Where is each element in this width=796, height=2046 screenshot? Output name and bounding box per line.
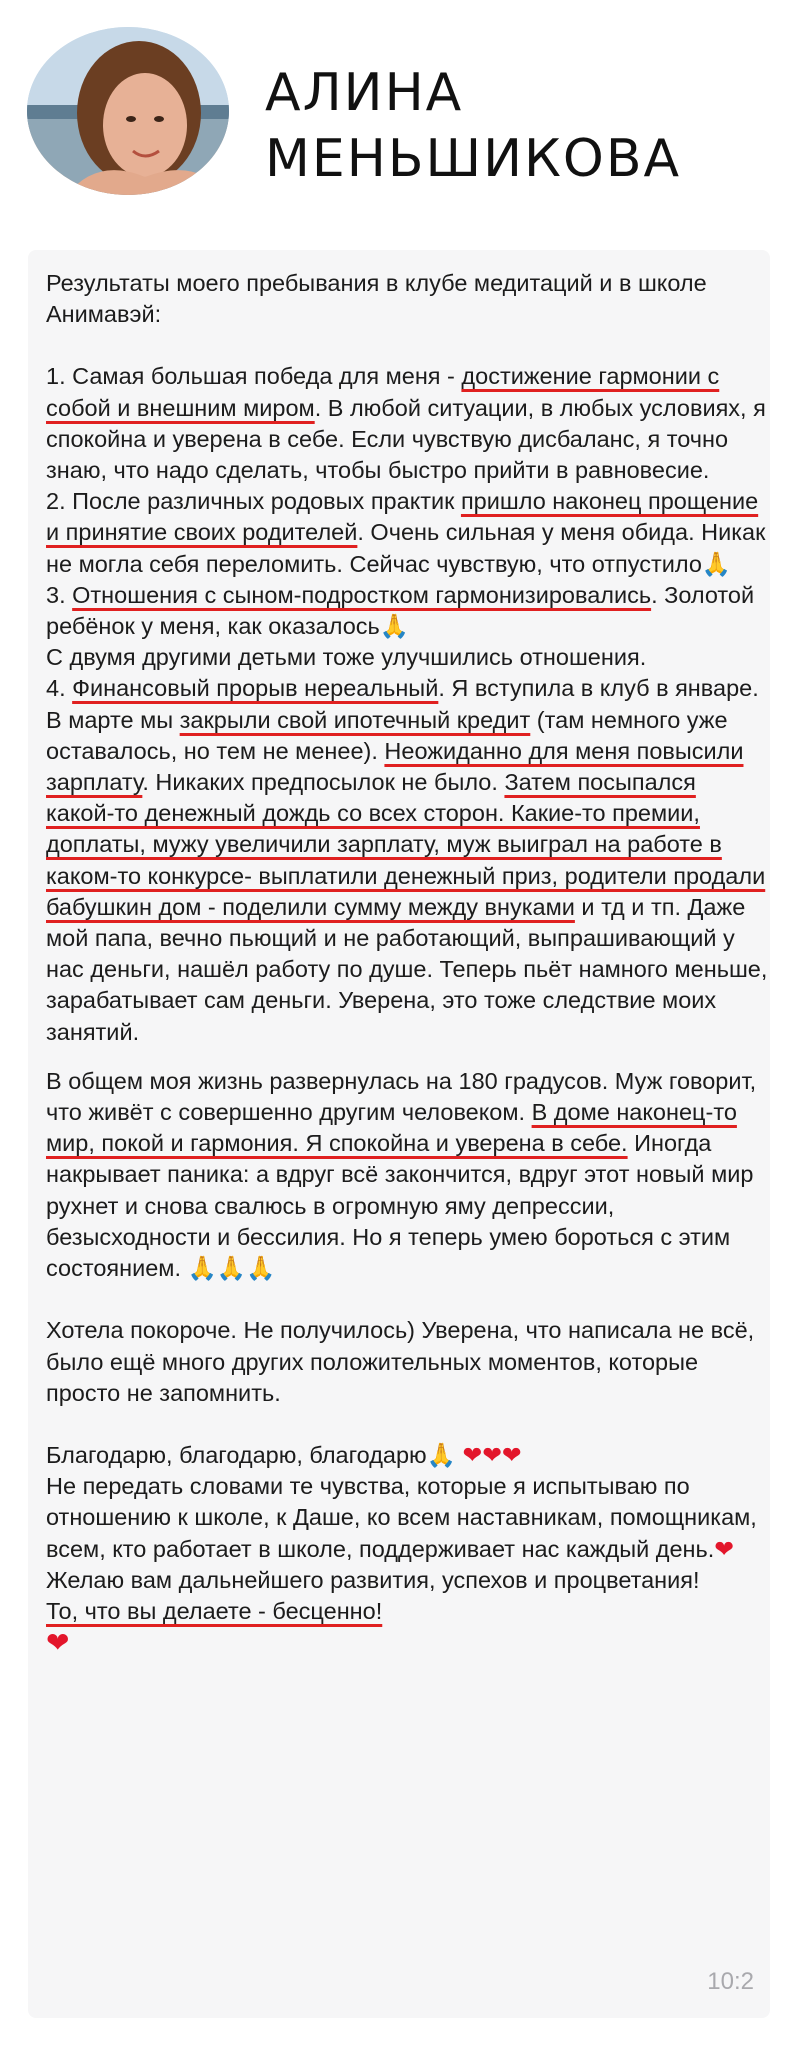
paragraph-summary: В общем моя жизнь развернулась на 180 градусов. Муж говорит, что живёт с совершенно другим человеком. В доме наконец-то мир, покой и гармония. Я спокойна и уверена в себе. Иногда накрывает паника: а вдруг всё закончится, вдруг этот новый мир рухнет и снова свалюсь в огромную яму депрессии, безысходности и бессилия. Но я теперь умею бороться с этим состоянием. 🙏🙏🙏 <box>46 1067 757 1283</box>
avatar-photo <box>27 27 229 195</box>
highlight: пришло наконец прощение и принятие своих родителей <box>46 488 759 546</box>
heart-icon: ❤ <box>501 1440 522 1469</box>
intro-text: Результаты моего пребывания в клубе медитаций и в школе Анимавэй: <box>46 270 707 328</box>
point-3-extra: С двумя другими детьми тоже улучшились отношения. <box>46 644 647 671</box>
highlight: В доме наконец-то мир, покой и гармония. Я спокойна и уверена в себе. <box>46 1099 737 1157</box>
message-text <box>46 268 768 1660</box>
heart-icon: ❤ <box>482 1440 502 1469</box>
heart-icon: ❤ <box>714 1534 734 1563</box>
header <box>0 0 796 240</box>
pray-icon: 🙏 <box>216 1254 247 1283</box>
author-last-name: МЕНЬШИКОВА <box>265 129 682 189</box>
pray-icon: 🙏 <box>426 1440 456 1469</box>
highlight: достижение гармонии с собой и внешним миром <box>46 363 720 421</box>
avatar <box>27 27 229 195</box>
highlight: Финансовый прорыв нереальный <box>72 675 439 702</box>
pray-icon: 🙏 <box>187 1254 217 1283</box>
pray-icon: 🙏 <box>246 1254 276 1283</box>
pray-icon: 🙏 <box>379 612 410 641</box>
point-3: 3. Отношения с сыном-подростком гармонизировались. Золотой ребёнок у меня, как оказалось🙏 <box>46 581 755 641</box>
closing-heart <box>46 1627 768 1660</box>
paragraph-short: Хотела покороче. Не получилось) Уверена, что написала не всё, было ещё много других положительных моментов, которые просто не запомнить. <box>46 1317 755 1406</box>
point-2: 2. После различных родовых практик пришло наконец прощение и принятие своих родителей. Очень сильная у меня обида. Никак не могла себя переломить. Сейчас чувствую, что отпустило🙏 <box>46 488 766 578</box>
highlight: закрыли свой ипотечный кредит <box>179 706 531 733</box>
point-4: 4. Финансовый прорыв нереальный. Я вступила в клуб в январе. В марте мы закрыли свой ипотечный кредит (там немного уже оставалось, но тем не менее). Неожиданно для меня повысили зарплату. Никаких предпосылок не было. Затем посыпался какой-то денежный дождь со всех сторон. Какие-то премии, доплаты, мужу увеличили зарплату, муж выиграл на работе в каком-то конкурсе- выплатили денежный приз, родители продали бабушкин дом - поделили сумму между внуками и тд и тп. Даже мой папа, вечно пьющий и не работающий, выпрашивающий у нас деньги, нашёл работу по душе. Теперь пьёт намного меньше, зарабатывает сам деньги. Уверена, это тоже следствие моих занятий. <box>46 675 768 1045</box>
closing-text <box>46 1596 768 1627</box>
author-first-name: АЛИНА <box>265 63 464 123</box>
highlight: Затем посыпался какой-то денежный дождь со всех сторон. Какие-то премии, доплаты, мужу увеличили зарплату, муж выиграл на работе в каком-то конкурсе- выплатили денежный приз, родители продали бабушкин дом - поделили сумму между внуками <box>46 769 766 920</box>
author-name <box>265 60 681 192</box>
highlight: Отношения с сыном-подростком гармонизировались <box>72 581 652 608</box>
message-time: 10:2 <box>707 1968 754 1995</box>
highlight: Неожиданно для меня повысили зарплату <box>46 737 744 796</box>
heart-icon: ❤ <box>462 1440 483 1469</box>
thanks-text: Не передать словами те чувства, которые я испытываю по отношению к школе, к Даше, ко всем наставникам, помощникам, всем, кто работает в школе, поддерживает нас каждый день.❤ <box>46 1473 757 1563</box>
pray-icon: 🙏 <box>701 549 732 578</box>
heart-icon: ❤ <box>46 1626 70 1660</box>
wishes-text: Желаю вам дальнейшего развития, успехов и процветания! <box>46 1566 700 1593</box>
thanks-line: Благодарю, благодарю, благодарю🙏 ❤❤❤ <box>46 1440 522 1469</box>
highlight: То, что вы делаете - бесценно! <box>46 1597 383 1624</box>
point-1: 1. Самая большая победа для меня - достижение гармонии с собой и внешним миром. В любой ситуации, в любых условиях, я спокойна и уверена в себе. Если чувствую дисбаланс, я точно знаю, что надо сделать, чтобы быстро прийти в равновесие. <box>46 363 766 484</box>
